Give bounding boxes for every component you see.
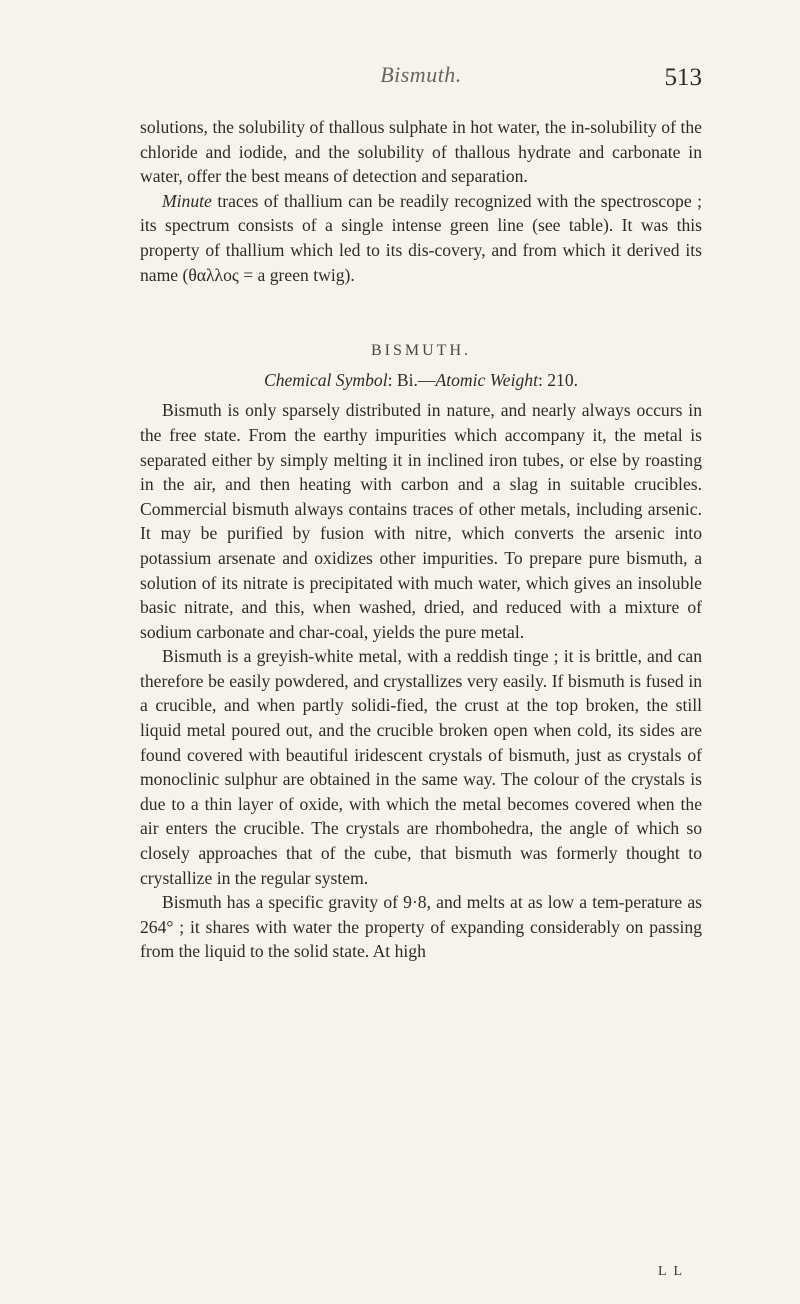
page-header (140, 62, 702, 102)
page-number: 513 (664, 64, 702, 91)
signature-mark: L L (658, 1264, 685, 1279)
paragraph-thallium-spectrum-text: traces of thallium can be readily recognized with the spectroscope ; its spectrum consists of a single intense green line (see table). It was this property of thallium which led to its dis-covery, and from which it derived its name (θαλλος = a green twig). (140, 190, 702, 285)
paragraph-thallium-solubility: solutions, the solubility of thallous sulphate in hot water, the in-solubility of the chloride and iodide, and the solubility of thallous hydrate and carbonate in water, offer the best means of detection and separation. (140, 117, 702, 187)
paragraph-bismuth-properties: Bismuth is a greyish-white metal, with a reddish tinge ; it is brittle, and can therefore be easily powdered, and crystallizes very easily. If bismuth is fused in a crucible, and when partly solidi-fied, the crust at the top broken, the still liquid metal poured out, and the crucible broken open when cold, its sides are found covered with beautiful iridescent crystals of bismuth, just as crystals of monoclinic sulphur are obtained in the same way. The colour of the crystals is due to a thin layer of oxide, with which the metal becomes covered when the air enters the crucible. The crystals are rhombohedra, the angle of which so closely approaches that of the cube, that bismuth was formerly thought to crystallize in the regular system. (140, 646, 702, 888)
symbol-value: : Bi.— (387, 369, 436, 390)
weight-label: Atomic Weight (435, 369, 538, 390)
section-heading: BISMUTH. (370, 342, 471, 360)
emphasis-minute: Minute (162, 190, 212, 211)
paragraph-bismuth-gravity: Bismuth has a specific gravity of 9·8, and melts at as low a tem-perature as 264° ; it shares with water the property of expanding considerably on passing from the liquid to the solid state. At high (140, 892, 702, 962)
symbol-label: Chemical Symbol (263, 369, 388, 390)
body-text (140, 115, 702, 964)
chemical-symbol-line (140, 368, 702, 393)
paragraph-thallium-spectrum (140, 189, 702, 287)
running-title: Bismuth. (380, 62, 462, 87)
weight-value: : 210. (537, 369, 579, 390)
paragraph-bismuth-occurrence: Bismuth is only sparsely distributed in nature, and nearly always occurs in the free state. From the earthy impurities which accompany it, the metal is separated either by simply melting it in inclined iron tubes, or else by roasting in the air, and then heating with carbon and a slag in suitable crucibles. Commercial bismuth always contains traces of other metals, including arsenic. It may be purified by fusion with nitre, which converts the arsenic into potassium arsenate and oxidizes other impurities. To prepare pure bismuth, a solution of its nitrate is precipitated with much water, which gives an insoluble basic nitrate, and this, when washed, dried, and reduced with a mixture of sodium carbonate and char-coal, yields the pure metal. (140, 400, 702, 642)
